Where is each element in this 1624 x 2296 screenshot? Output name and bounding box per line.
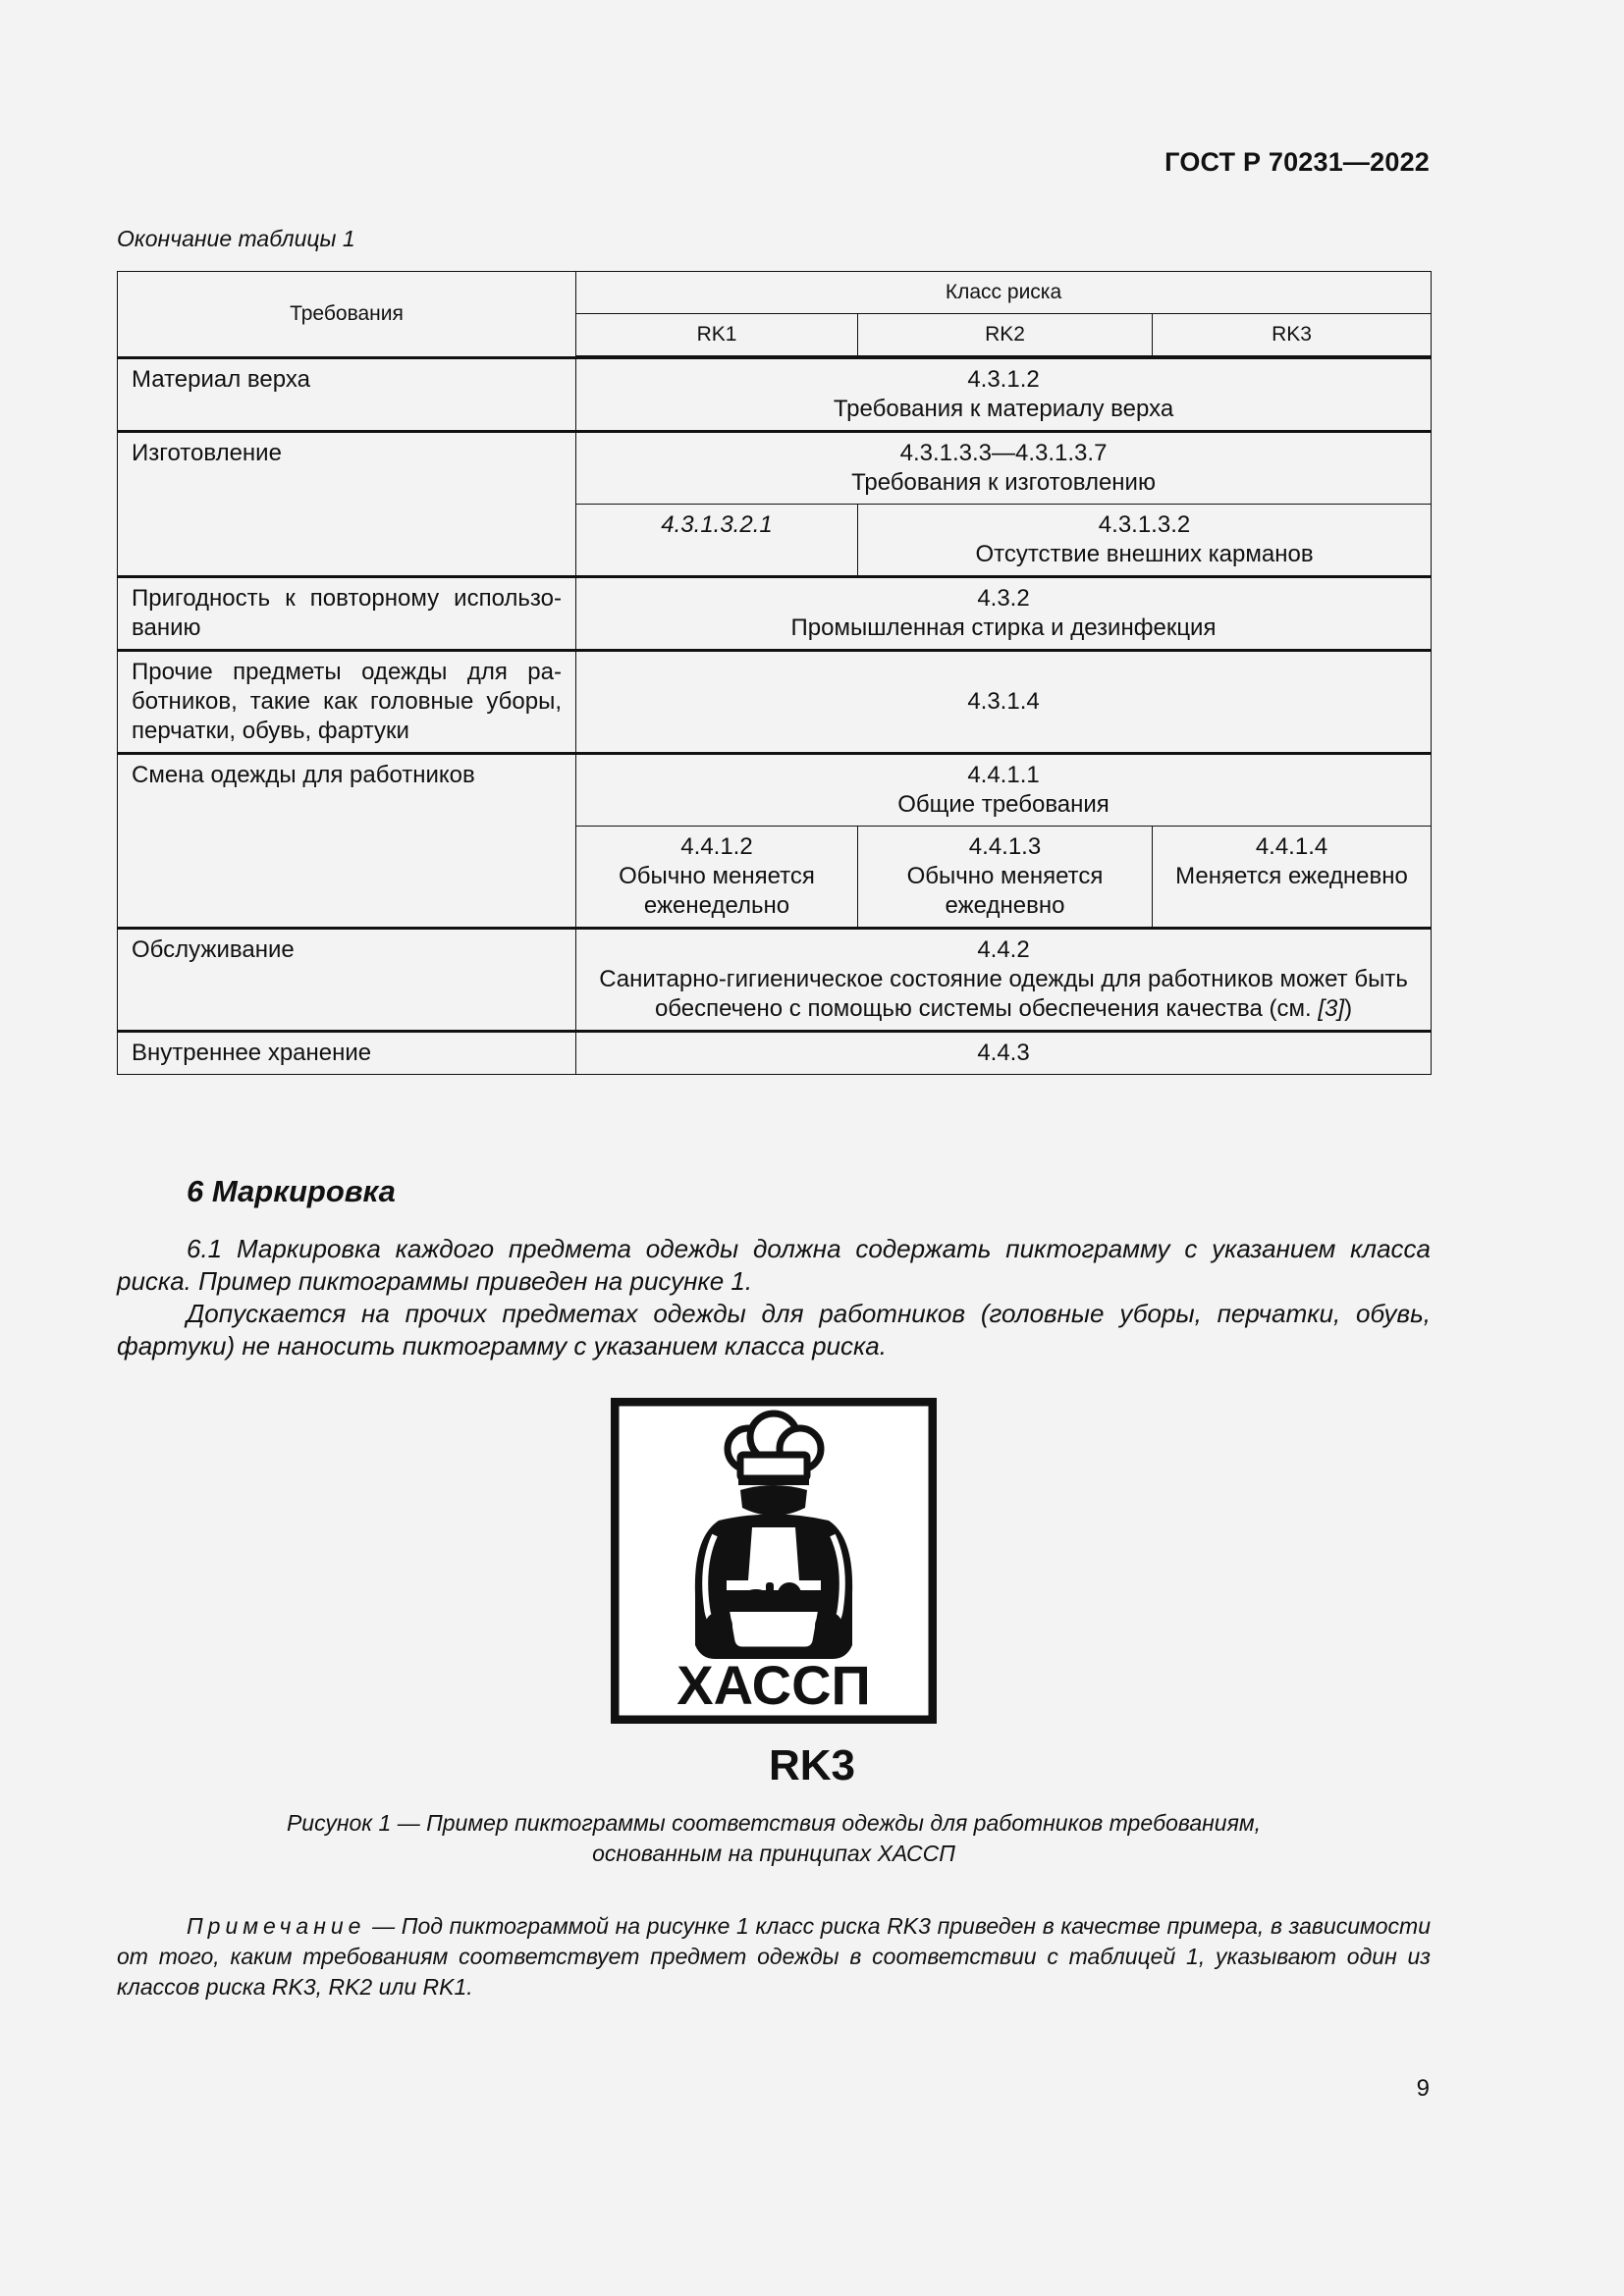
paragraph-6-1 — [117, 1233, 1431, 1298]
note-lead: Примечание — [187, 1913, 366, 1939]
table-caption: Окончание таблицы 1 — [117, 226, 355, 251]
clause-ref: 4.3.1.3.2.1 — [661, 511, 773, 538]
standard-code: ГОСТ Р 70231—2022 — [1164, 147, 1430, 177]
row-value-rk1 — [576, 827, 858, 929]
header-rk1: RK1 — [576, 314, 858, 358]
clause-text-close: ) — [1344, 995, 1353, 1022]
clause-ref: 4.4.3 — [977, 1040, 1030, 1066]
row-value — [576, 651, 1432, 754]
table-row — [118, 754, 1432, 827]
clause-title: Промышленная стирка и дезинфекция — [790, 614, 1217, 641]
note-text: — Под пиктограммой на рисунке 1 класс риска RK3 приведен в качестве примера, в зависимости от того, каким требованиям соответствует предмет одежды в соответствии с таблицей 1, указывают один из классов риска RK3, RK2 или RK1. — [117, 1913, 1431, 2000]
table-row — [118, 577, 1432, 651]
row-value — [576, 754, 1432, 827]
row-requirement: Прочие предметы одежды для ра-ботников, такие как головные уборы, перчатки, обувь, фартуки — [118, 651, 576, 754]
row-requirement: Изготовление — [118, 432, 576, 577]
row-value-rk2-rk3 — [858, 505, 1432, 577]
row-value — [576, 432, 1432, 505]
risk-class-label: RK3 — [768, 1741, 856, 1789]
page-number: 9 — [1416, 2075, 1430, 2102]
figure-caption — [117, 1808, 1431, 1869]
row-value — [576, 929, 1432, 1032]
table-row — [118, 1032, 1432, 1075]
note — [117, 1911, 1431, 2002]
emblem-text: ХАССП — [677, 1654, 871, 1716]
paragraph-text: Допускается на прочих предметах одежды для работников (головные уборы, перчатки, обувь, фартуки) не наносить пиктограмму с указанием класса риска. — [117, 1299, 1431, 1361]
clause-title: Общие требования — [897, 791, 1110, 818]
clause-ref: 4.4.1.4 — [1255, 833, 1328, 860]
row-requirement: Внутреннее хранение — [118, 1032, 576, 1075]
row-value-rk3 — [1153, 827, 1432, 929]
table-row — [118, 357, 1432, 432]
table-row — [118, 929, 1432, 1032]
row-requirement: Пригодность к повторному использо-ванию — [118, 577, 576, 651]
figure-caption-line: Рисунок 1 — Пример пиктограммы соответствия одежды для работников требованиям, — [286, 1810, 1262, 1836]
clause-title: Меняется ежедневно — [1175, 863, 1408, 889]
clause-text: Санитарно-гигиеническое состояние одежды для работников может быть обеспечено с помощью системы обеспечения качества (см. — [599, 966, 1408, 1022]
clause-ref: 4.4.1.1 — [967, 762, 1040, 788]
row-requirement: Смена одежды для работников — [118, 754, 576, 929]
clause-title: Обычно меняется ежедневно — [906, 863, 1104, 919]
clause-ref: 4.4.2 — [977, 936, 1030, 963]
clause-title: Отсутствие внешних карманов — [975, 541, 1314, 567]
clause-title: Требования к материалу верха — [833, 396, 1174, 422]
row-value-rk1 — [576, 505, 858, 577]
clause-ref: 4.4.1.2 — [680, 833, 753, 860]
header-risk-class: Класс риска — [576, 272, 1432, 314]
row-value-rk2 — [858, 827, 1153, 929]
figure-caption-line: основанным на принципах ХАССП — [592, 1841, 955, 1866]
row-value — [576, 577, 1432, 651]
clause-ref: 4.3.1.3.3—4.3.1.3.7 — [899, 440, 1108, 466]
row-requirement: Обслуживание — [118, 929, 576, 1032]
row-value — [576, 357, 1432, 432]
clause-ref: 4.3.1.3.2 — [1098, 511, 1191, 538]
clause-title: Требования к изготовлению — [851, 469, 1156, 496]
requirements-table — [117, 271, 1432, 1075]
clause-ref: 4.4.1.3 — [968, 833, 1042, 860]
table-row — [118, 651, 1432, 754]
section-title: 6 Маркировка — [187, 1174, 396, 1208]
clause-ref: 4.3.1.2 — [967, 366, 1040, 393]
header-requirements: Требования — [118, 272, 576, 358]
clause-title — [590, 965, 1417, 1024]
table-header-row — [118, 272, 1432, 314]
clause-title: Обычно меняется еженедельно — [619, 863, 815, 919]
header-rk2: RK2 — [858, 314, 1153, 358]
paragraph-6-1-addendum — [117, 1298, 1431, 1362]
clause-ref: 4.3.2 — [977, 585, 1030, 612]
row-value — [576, 1032, 1432, 1075]
haccp-pictogram — [611, 1398, 937, 1724]
bibliography-ref: [3] — [1318, 995, 1345, 1022]
header-rk3: RK3 — [1153, 314, 1432, 358]
table-row — [118, 432, 1432, 505]
row-requirement: Материал верха — [118, 357, 576, 432]
paragraph-text: 6.1 Маркировка каждого предмета одежды должна содержать пиктограмму с указанием класса риска. Пример пиктограммы приведен на рисунке 1. — [117, 1234, 1431, 1296]
chef-with-tray-icon — [611, 1398, 937, 1724]
clause-ref: 4.3.1.4 — [967, 688, 1040, 715]
